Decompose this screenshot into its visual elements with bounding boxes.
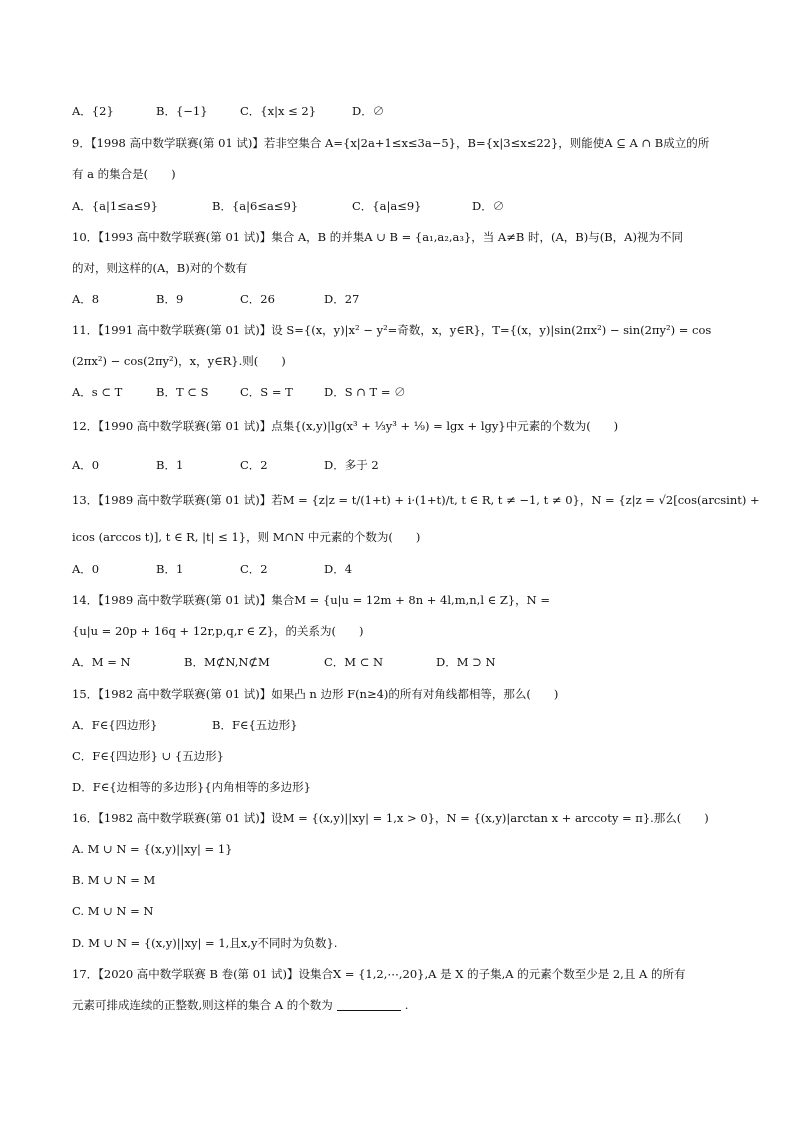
q15-option-b: B．F∈{五边形} xyxy=(212,718,298,732)
q10-option-b: B．9 xyxy=(156,292,184,306)
q17-stem-text: 元素可排成连续的正整数,则这样的集合 A 的个数为 xyxy=(72,998,333,1012)
q12-stem-line1: 12．【1990 高中数学联赛(第 01 试)】点集{(x,y)|lg(x³ + ⅓y³ + ⅑) = lgx + lgy}中元素的个数为( ) xyxy=(72,419,619,433)
q14-option-a: A．M = N xyxy=(72,655,131,669)
q8-option-d: D．∅ xyxy=(352,104,385,118)
q11-option-d: D．S ∩ T = ∅ xyxy=(324,385,406,399)
q14-stem-line1: 14．【1989 高中数学联赛(第 01 试)】集合M = {u|u = 12m + 8n + 4l,m,n,l ∈ Z}，N = xyxy=(72,593,550,607)
q17-stem-end: . xyxy=(404,998,409,1012)
q9-option-c: C．{a|a≤9} xyxy=(352,199,422,213)
q11-stem-line1: 11．【1991 高中数学联赛(第 01 试)】设 S={(x，y)|x² − y²=奇数，x，y∈R}，T={(x，y)|sin(2πx²) − sin(2πy²) = cos xyxy=(72,323,712,337)
q11-stem-line2: (2πx²) − cos(2πy²)，x，y∈R}.则( ) xyxy=(72,354,286,368)
q15-stem-line1: 15．【1982 高中数学联赛(第 01 试)】如果凸 n 边形 F(n≥4)的所有对角线都相等，那么( ) xyxy=(72,687,559,701)
q12-option-b: B．1 xyxy=(156,458,184,472)
q15-option-c: C．F∈{四边形} ∪ {五边形} xyxy=(72,749,225,763)
q9-option-d: D．∅ xyxy=(472,199,505,213)
q8-option-a: A．{2} xyxy=(72,104,114,118)
q16-option-a: A. M ∪ N = {(x,y)||xy| = 1} xyxy=(72,842,233,856)
q16-stem-line1: 16．【1982 高中数学联赛(第 01 试)】设M = {(x,y)||xy| = 1,x > 0}，N = {(x,y)|arctan x + arccoty = π}.那么( ) xyxy=(72,811,709,825)
q11-option-b: B．T ⊂ S xyxy=(156,385,209,399)
q10-stem-line2: 的对，则这样的(A，B)对的个数有 xyxy=(72,261,248,275)
q15-option-a: A．F∈{四边形} xyxy=(72,718,158,732)
q14-option-d: D．M ⊃ N xyxy=(436,655,496,669)
q13-option-b: B．1 xyxy=(156,562,184,576)
q15-option-d: D．F∈{边相等的多边形}{内角相等的多边形} xyxy=(72,780,311,794)
q16-option-c: C. M ∪ N = N xyxy=(72,904,154,918)
q14-option-b: B．M⊄N,N⊄M xyxy=(184,655,270,669)
q16-option-b: B. M ∪ N = M xyxy=(72,873,156,887)
q13-option-d: D．4 xyxy=(324,562,353,576)
q17-stem-line2 xyxy=(72,997,408,1013)
q9-stem-line2: 有 a 的集合是( ) xyxy=(72,167,176,181)
q10-option-a: A．8 xyxy=(72,292,100,306)
answer-blank[interactable] xyxy=(337,998,401,1011)
q12-option-a: A．0 xyxy=(72,458,100,472)
q14-stem-line2: {u|u = 20p + 16q + 12r,p,q,r ∈ Z}，的关系为( ) xyxy=(72,624,364,638)
q9-option-a: A．{a|1≤a≤9} xyxy=(72,199,158,213)
q12-option-c: C．2 xyxy=(240,458,268,472)
q12-option-d: D．多于 2 xyxy=(324,458,379,472)
q10-option-d: D．27 xyxy=(324,292,360,306)
q9-stem-line1: 9．【1998 高中数学联赛(第 01 试)】若非空集合 A={x|2a+1≤x≤3a−5}，B={x|3≤x≤22}，则能使A ⊆ A ∩ B成立的所 xyxy=(72,136,710,150)
q8-option-b: B．{−1} xyxy=(156,104,208,118)
q16-option-d: D. M ∪ N = {(x,y)||xy| = 1,且x,y不同时为负数}. xyxy=(72,936,338,950)
q11-option-a: A．s ⊂ T xyxy=(72,385,123,399)
q17-stem-line1: 17．【2020 高中数学联赛 B 卷(第 01 试)】设集合X = {1,2,⋯,20},A 是 X 的子集,A 的元素个数至少是 2,且 A 的所有 xyxy=(72,967,686,981)
q13-option-a: A．0 xyxy=(72,562,100,576)
q11-option-c: C．S = T xyxy=(240,385,293,399)
q13-option-c: C．2 xyxy=(240,562,268,576)
q13-stem-line1: 13．【1989 高中数学联赛(第 01 试)】若M = {z|z = t/(1+t) + i·(1+t)/t, t ∈ R, t ≠ −1, t ≠ 0}，N = {z|z = √2[cos(arcsint) + xyxy=(72,493,760,507)
q8-option-c: C．{x|x ≤ 2} xyxy=(240,104,317,118)
q10-option-c: C．26 xyxy=(240,292,275,306)
q10-stem-line1: 10．【1993 高中数学联赛(第 01 试)】集合 A，B 的并集A ∪ B = {a₁,a₂,a₃}，当 A≠B 时，(A，B)与(B，A)视为不同 xyxy=(72,230,683,244)
q13-stem-line2: icos (arccos t)], t ∈ R, |t| ≤ 1}，则 M∩N 中元素的个数为( ) xyxy=(72,530,421,544)
q9-option-b: B．{a|6≤a≤9} xyxy=(212,199,299,213)
q14-option-c: C．M ⊂ N xyxy=(324,655,384,669)
